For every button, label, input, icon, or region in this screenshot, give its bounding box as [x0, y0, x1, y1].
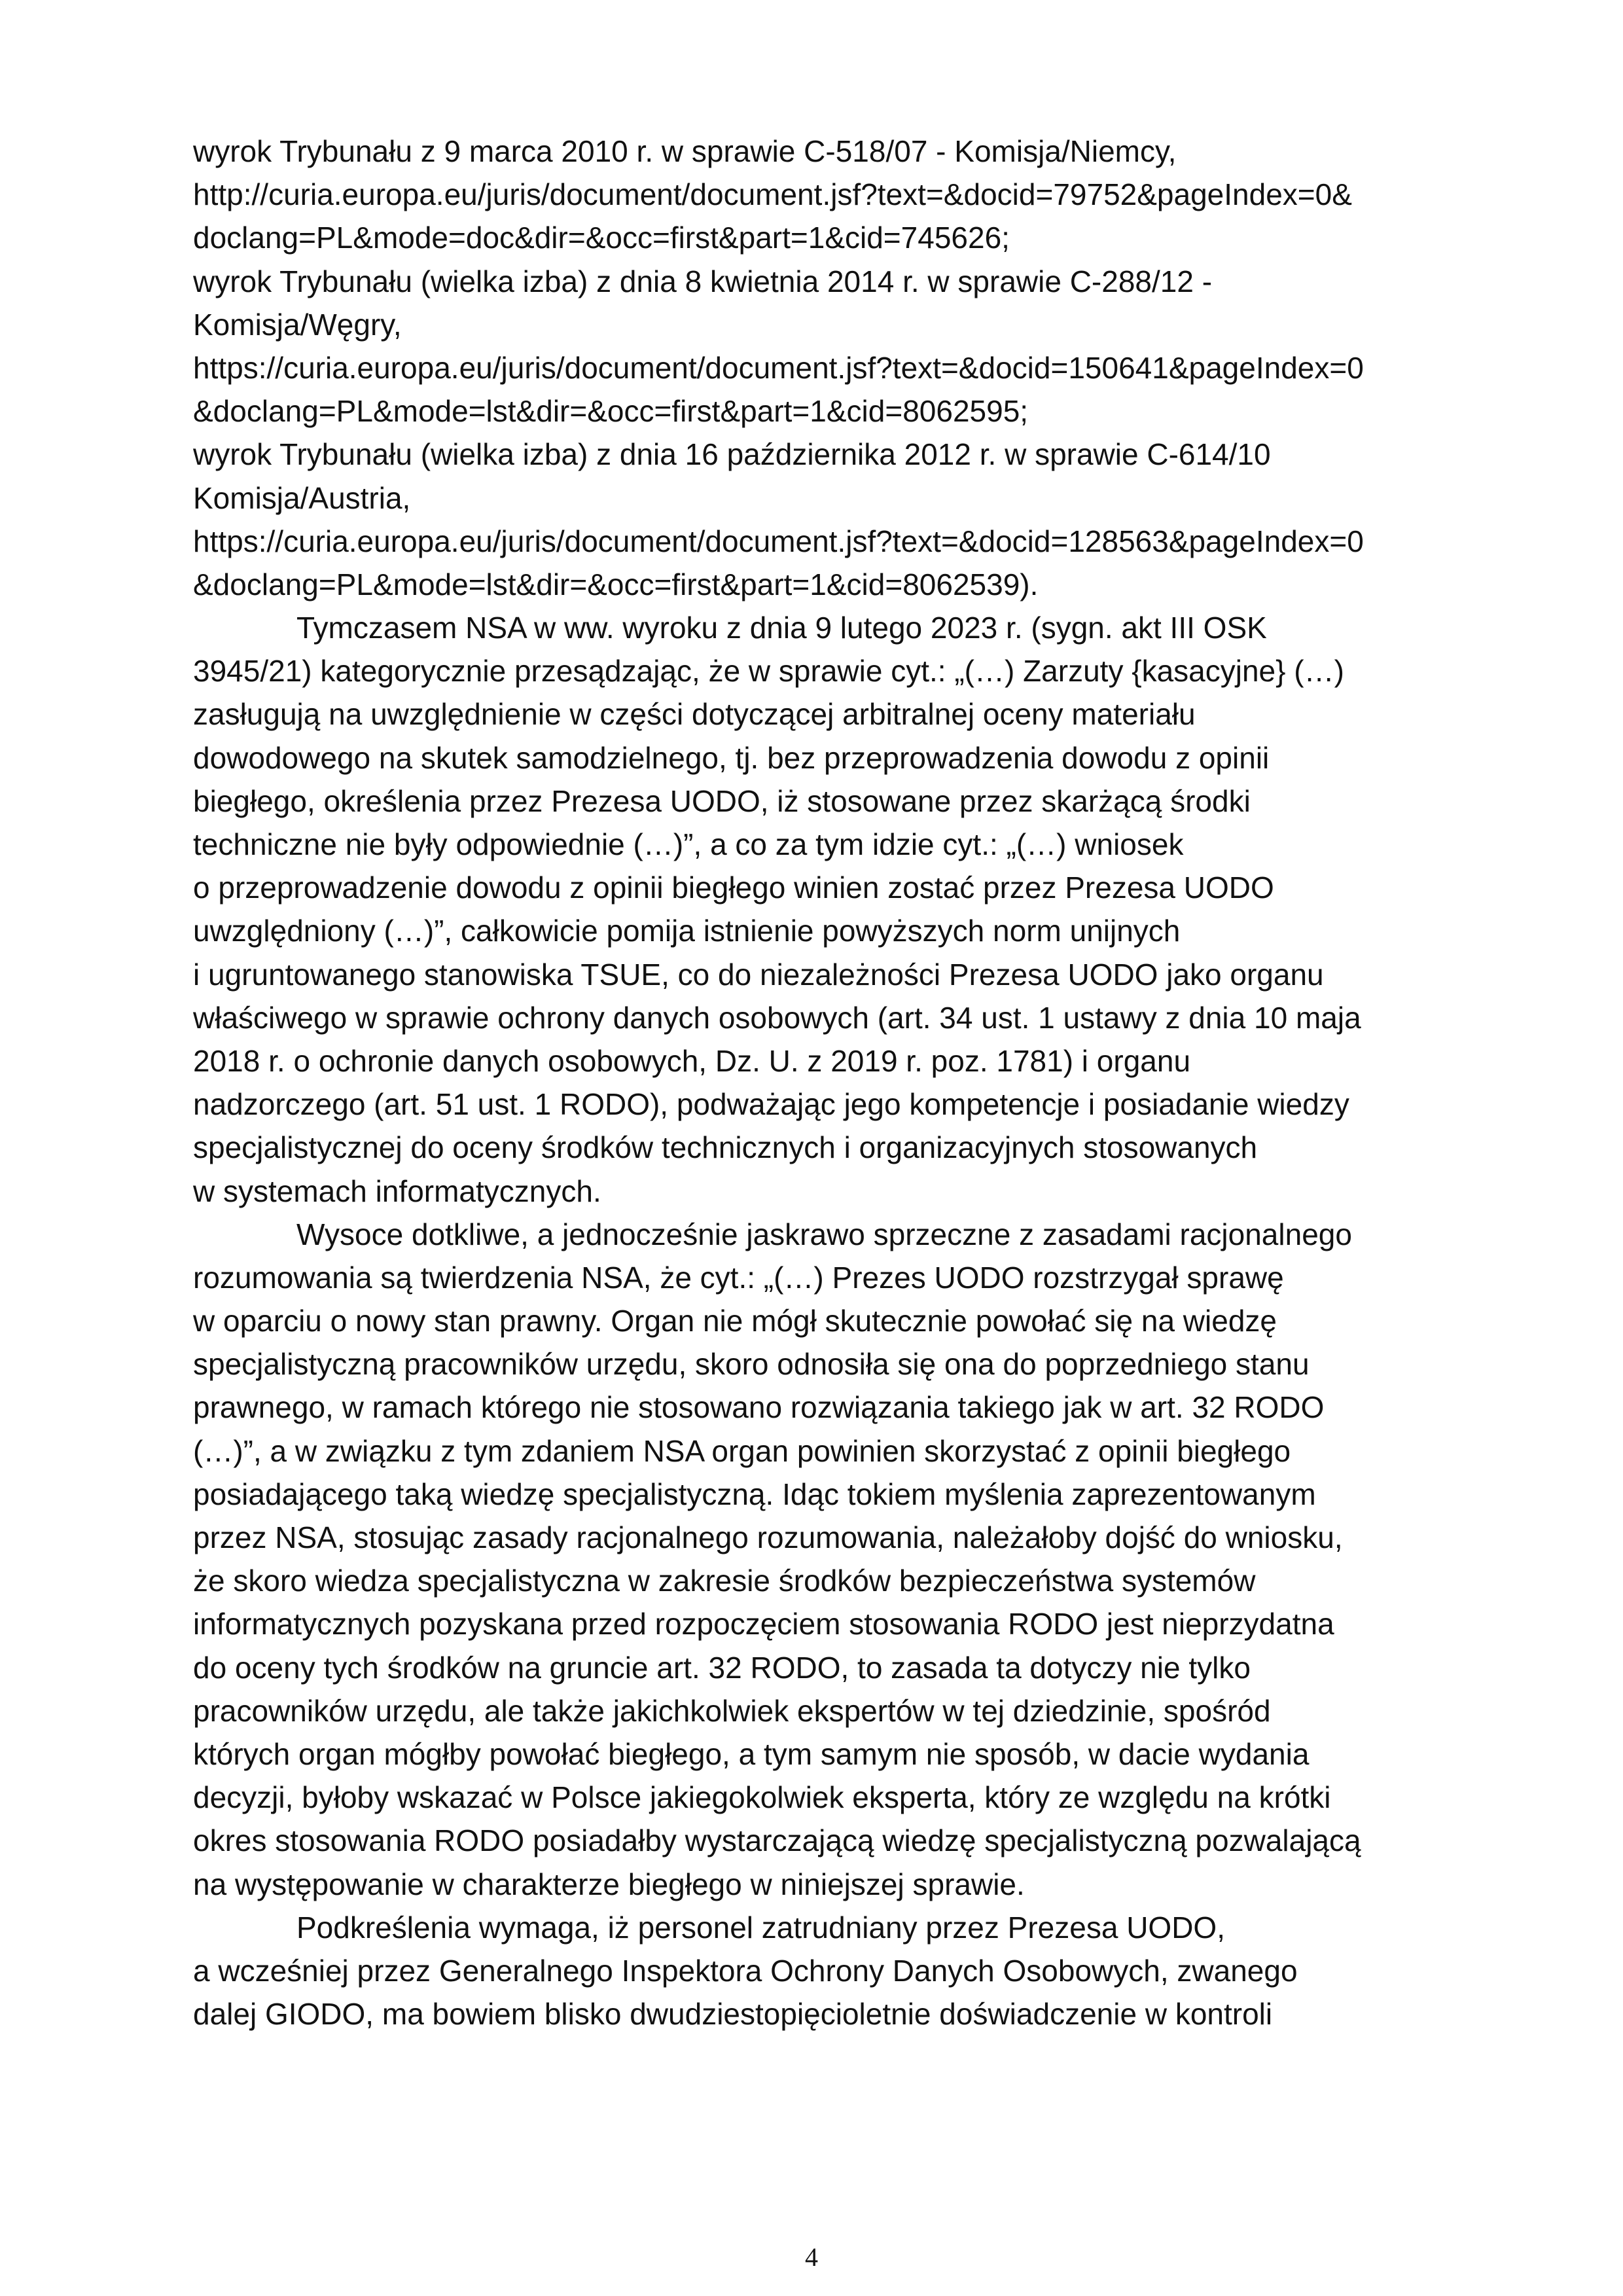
- text-line: Komisja/Węgry,: [193, 307, 402, 342]
- text-line: że skoro wiedza specjalistyczna w zakresie środków bezpieczeństwa systemów: [193, 1564, 1256, 1598]
- text-line: http://curia.europa.eu/juris/document/document.jsf?text=&docid=79752&pageIndex=0&: [193, 177, 1352, 212]
- page-number: 4: [805, 2242, 818, 2272]
- text-line: 3945/21) kategorycznie przesądzając, że w sprawie cyt.: „(…) Zarzuty {kasacyjne} (…): [193, 654, 1344, 689]
- text-line: posiadającego taką wiedzę specjalistyczną. Idąc tokiem myślenia zaprezentowanym: [193, 1477, 1316, 1511]
- text-line: w systemach informatycznych.: [193, 1174, 601, 1208]
- text-line: wyrok Trybunału z 9 marca 2010 r. w sprawie C-518/07 - Komisja/Niemcy,: [193, 134, 1177, 168]
- text-line: Tymczasem NSA w ww. wyroku z dnia 9 lutego 2023 r. (sygn. akt III OSK: [296, 611, 1267, 645]
- text-line: których organ mógłby powołać biegłego, a tym samym nie sposób, w dacie wydania: [193, 1736, 1310, 1771]
- text-line: wyrok Trybunału (wielka izba) z dnia 8 kwietnia 2014 r. w sprawie C-288/12 -: [193, 264, 1213, 298]
- text-line: w oparciu o nowy stan prawny. Organ nie mógł skutecznie powołać się na wiedzę: [193, 1304, 1277, 1338]
- text-line: decyzji, byłoby wskazać w Polsce jakiegokolwiek eksperta, który ze względu na krótki: [193, 1780, 1331, 1815]
- text-line: techniczne nie były odpowiednie (…)”, a co za tym idzie cyt.: „(…) wniosek: [193, 827, 1184, 861]
- text-line: uwzględniony (…)”, całkowicie pomija istnienie powyższych norm unijnych: [193, 914, 1181, 948]
- text-line: dowodowego na skutek samodzielnego, tj. bez przeprowadzenia dowodu z opinii: [193, 740, 1270, 775]
- text-line: o przeprowadzenie dowodu z opinii biegłego winien zostać przez Prezesa UODO: [193, 870, 1274, 905]
- text-line: a wcześniej przez Generalnego Inspektora Ochrony Danych Osobowych, zwanego: [193, 1953, 1298, 1988]
- text-line: zasługują na uwzględnienie w części dotyczącej arbitralnej oceny materiału: [193, 697, 1196, 732]
- text-line: prawnego, w ramach którego nie stosowano rozwiązania takiego jak w art. 32 RODO: [193, 1390, 1325, 1425]
- text-line: https://curia.europa.eu/juris/document/document.jsf?text=&docid=150641&pageIndex=0: [193, 350, 1364, 385]
- text-line: wyrok Trybunału (wielka izba) z dnia 16 października 2012 r. w sprawie C-614/10: [193, 437, 1271, 472]
- text-line: specjalistycznej do oceny środków technicznych i organizacyjnych stosowanych: [193, 1130, 1258, 1165]
- text-line: rozumowania są twierdzenia NSA, że cyt.: „(…) Prezes UODO rozstrzygał sprawę: [193, 1260, 1284, 1295]
- document-body: [193, 130, 1502, 2036]
- text-line: przez NSA, stosując zasady racjonalnego rozumowania, należałoby dojść do wniosku,: [193, 1520, 1343, 1554]
- text-line: i ugruntowanego stanowiska TSUE, co do niezależności Prezesa UODO jako organu: [193, 957, 1324, 992]
- text-line: pracowników urzędu, ale także jakichkolwiek ekspertów w tej dziedzinie, spośród: [193, 1693, 1271, 1728]
- text-line: na występowanie w charakterze biegłego w niniejszej sprawie.: [193, 1867, 1025, 1901]
- text-line: Komisja/Austria,: [193, 480, 411, 515]
- text-line: doclang=PL&mode=doc&dir=&occ=first&part=1&cid=745626;: [193, 221, 1010, 255]
- text-line: (…)”, a w związku z tym zdaniem NSA organ powinien skorzystać z opinii biegłego: [193, 1433, 1291, 1468]
- text-line: dalej GIODO, ma bowiem blisko dwudziestopięcioletnie doświadczenie w kontroli: [193, 1997, 1273, 2032]
- text-line: &doclang=PL&mode=lst&dir=&occ=first&part=1&cid=8062595;: [193, 394, 1029, 429]
- text-line: biegłego, określenia przez Prezesa UODO, iż stosowane przez skarżącą środki: [193, 783, 1251, 818]
- text-line: specjalistyczną pracowników urzędu, skoro odnosiła się ona do poprzedniego stanu: [193, 1347, 1310, 1382]
- text-line: nadzorczego (art. 51 ust. 1 RODO), podważając jego kompetencje i posiadanie wiedzy: [193, 1087, 1349, 1122]
- text-line: &doclang=PL&mode=lst&dir=&occ=first&part=1&cid=8062539).: [193, 567, 1039, 601]
- text-line: 2018 r. o ochronie danych osobowych, Dz. U. z 2019 r. poz. 1781) i organu: [193, 1043, 1191, 1078]
- text-line: właściwego w sprawie ochrony danych osobowych (art. 34 ust. 1 ustawy z dnia 10 maja: [193, 1000, 1361, 1035]
- text-line: https://curia.europa.eu/juris/document/document.jsf?text=&docid=128563&pageIndex=0: [193, 524, 1364, 558]
- text-line: Podkreślenia wymaga, iż personel zatrudniany przez Prezesa UODO,: [296, 1910, 1225, 1945]
- text-line: informatycznych pozyskana przed rozpoczęciem stosowania RODO jest nieprzydatna: [193, 1607, 1334, 1641]
- text-line: okres stosowania RODO posiadałby wystarczającą wiedzę specjalistyczną pozwalającą: [193, 1823, 1361, 1858]
- text-line: do oceny tych środków na gruncie art. 32 RODO, to zasada ta dotyczy nie tylko: [193, 1650, 1251, 1685]
- text-line: Wysoce dotkliwe, a jednocześnie jaskrawo sprzeczne z zasadami racjonalnego: [296, 1217, 1352, 1251]
